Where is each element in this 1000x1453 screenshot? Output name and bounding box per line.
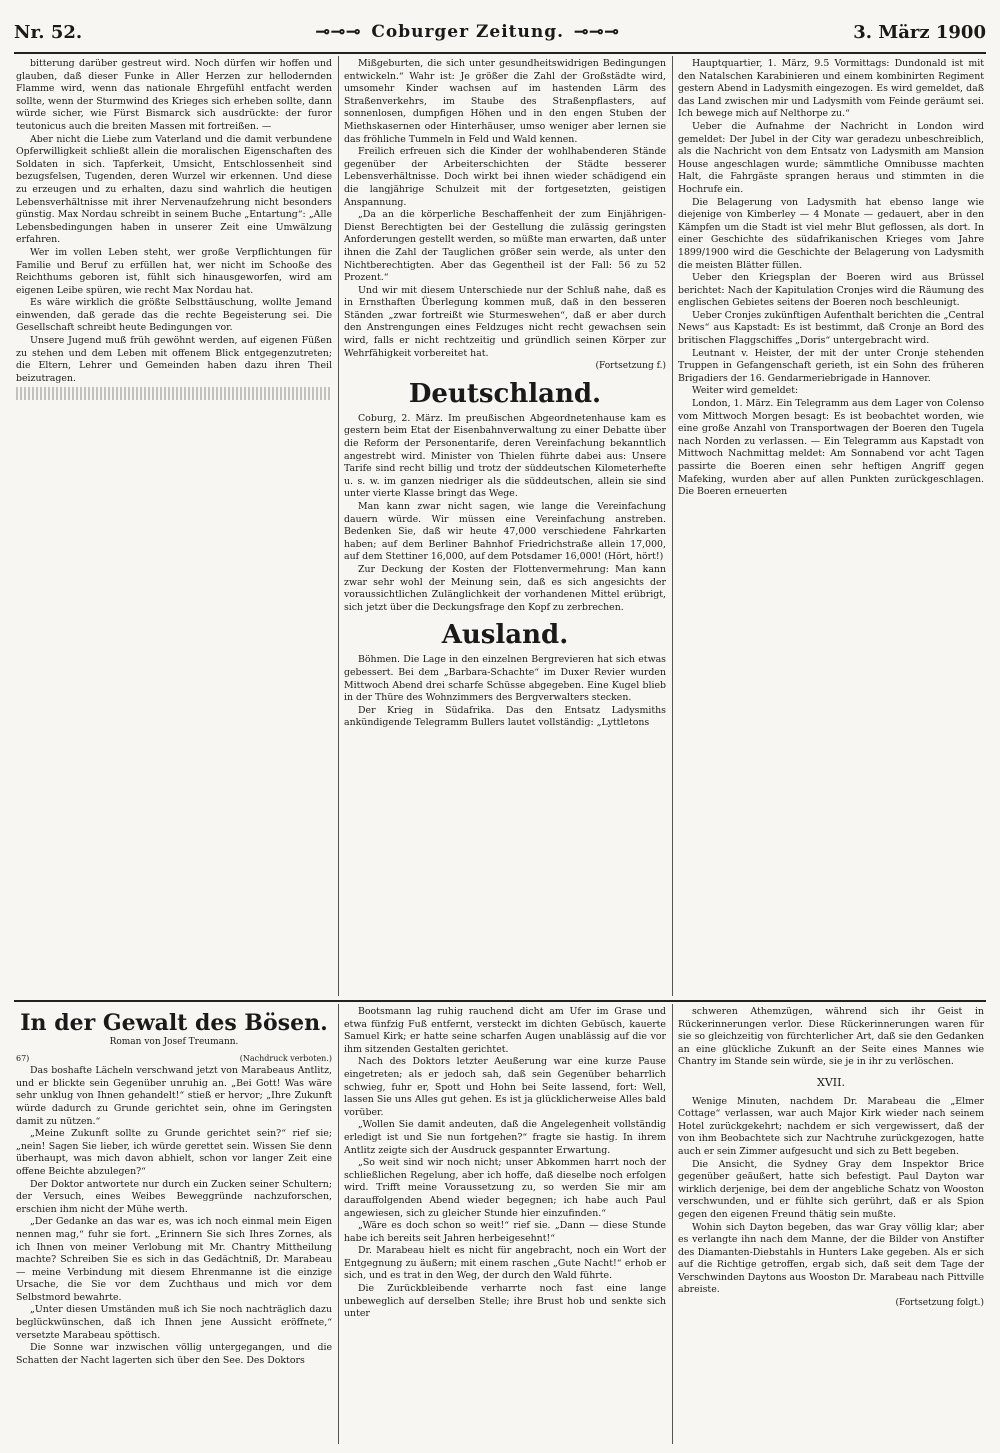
serial-author: Roman von Josef Treumann. (109, 1037, 239, 1047)
paragraph: Hauptquartier, 1. März, 9.5 Vormittags: Dundonald ist mit den Natalschen Karabinieren und einem kombinirten Regiment gestern Abend in Ladysmith eingezogen. Es wird gemeldet, daß das Land zwischen mir und Ladysmith vom Feinde geräumt sei. Ich bewege mich auf Nelthorpe zu.“ (678, 58, 984, 120)
paragraph: „Wäre es doch schon so weit!“ rief sie. „Dann — diese Stunde habe ich bereits seit Jahren herbeigesehnt!“ (344, 1220, 666, 1244)
paragraph: Der Krieg in Südafrika. Das den Entsatz Ladysmiths ankündigende Telegramm Bullers lautet vollständig: „Lyttletons (344, 704, 666, 729)
paragraph: Ueber die Aufnahme der Nachricht in London wird gemeldet: Der Jubel in der City war geradezu unbeschreiblich, als die Nachricht von dem Entsatz von Ladysmith am Mansion House angeschlagen wurde; sämmtliche Omnibusse machten Halt, die Fahrgäste sprangen heraus und stimmten in die Hochrufe ein. (678, 120, 984, 195)
article-column-3 (678, 58, 984, 994)
feuilleton-rule (14, 1000, 986, 1002)
chapter-number: XVII. (817, 1075, 845, 1089)
masthead-rule (14, 52, 986, 54)
paragraph: Dr. Marabeau hielt es nicht für angebracht, noch ein Wort der Entgegnung zu äußern; mit einem raschen „Gute Nacht!“ erhob er sich, und es trat in den Weg, der durch den Wald führte. (344, 1245, 666, 1282)
continuation-note: (Fortsetzung folgt.) (895, 1298, 984, 1309)
paragraph: Coburg, 2. März. Im preußischen Abgeordnetenhause kam es gestern beim Etat der Eisenbahnverwaltung zu einer Debatte über die Reform der Personentarife, deren Vereinfachung bekanntlich angestrebt wird. Minister von Thielen führte dabei aus: Unsere Tarife sind recht billig und trotz der süddeutschen Kilometerhefte u. s. w. im ganzen niedriger als die süddeutschen, allein sie sind unter vierte Klasse bringt das Wege. (344, 412, 666, 500)
paragraph: Man kann zwar nicht sagen, wie lange die Vereinfachung dauern würde. Wir müssen eine Vereinfachung anstreben. Bedenken Sie, daß wir heute 47,000 verschiedene Fahrkarten haben; auf dem Berliner Bahnhof Friedrichstraße allein 17,000, auf dem Stettiner 16,000, auf dem Potsdamer 16,000! (Hört, hört!) (344, 501, 666, 563)
paragraph: Das boshafte Lächeln verschwand jetzt von Marabeaus Antlitz, und er blickte sein Gegenüber unruhig an. „Bei Gott! Was wäre sehr unklug von Ihnen gehandelt!“ stieß er hervor; „Ihre Zukunft würde dadurch zu Grunde gerichtet sein, ohne im Geringsten damit zu nützen.“ (16, 1065, 332, 1127)
serial-column-3 (678, 1006, 984, 1444)
column-divider (672, 56, 673, 996)
paper-title-text: Coburger Zeitung. (371, 22, 565, 42)
paragraph: bitterung darüber gestreut wird. Noch dürfen wir hoffen und glauben, daß dieser Funke in Aller Herzen zur hellodernden Flamme wird, wenn das nationale Ehrgefühl entfacht werden sollte, wenn der Sturmwind des Krieges sich erheben sollte, dann würde sicher, wie Fürst Bismarck sich ausdrückte: der furor teutonicus auch die breiten Massen mit fortreißen. — (16, 58, 332, 132)
paragraph: Wer im vollen Leben steht, wer große Verpflichtungen für Familie und Beruf zu erfüllen hat, wer nicht im Schooße des Reichthums geboren ist, fühlt sich hinausgeworfen, wird am eigenen Leibe spüren, wie recht Max Nordau hat. (16, 246, 332, 296)
paragraph: Und wir mit diesem Unterschiede nur der Schluß nahe, daß es in Ernsthaften Überlegung kommen muß, daß in den besseren Ständen „zwar fortreißt wie Sturmeswehen“, daß er aber durch den Anstrengungen eines Feldzuges nicht recht gewachsen sein wird, falls er nicht rechtzeitig und gründlich seinen Körper zur Wehrfähigkeit vorbereitet hat. (344, 284, 666, 359)
section-heading-deutschland: Deutschland. (408, 378, 602, 409)
masthead-ornament-right-icon: ⊸⊸⊸ (574, 22, 620, 42)
paper-title (316, 22, 620, 42)
paragraph: Weiter wird gemeldet: (692, 385, 799, 397)
paragraph: „Da an die körperliche Beschaffenheit der zum Einjährigen-Dienst Berechtigten bei der Gestellung die zulässig geringsten Anforderungen gestellt werden, so müßte man erwarten, daß unter ihnen die Zahl der Tauglichen größer sein werde, als unter den Nichtberechtigten. Aber das Gegentheil ist der Fall: 56 zu 52 Prozent.“ (344, 209, 666, 284)
article-column-1 (16, 58, 332, 994)
paragraph: Wohin sich Dayton begeben, das war Gray völlig klar; aber es verlangte ihn nach dem Manne, der die Bilder von Anstifter des Diamanten-Diebstahls in Hunters Lake gegeben. Als er sich auf die Richtige getroffen, ergab sich, daß seit dem Tage der Verschwinden Daytons aus Wooston Dr. Marabeau nach Pittville abreiste. (678, 1221, 984, 1296)
paragraph: „Wollen Sie damit andeuten, daß die Angelegenheit vollständig erledigt ist und Sie nun fortgehen?“ fragte sie hastig. In ihrem Antlitz zeigte sich der Ausdruck gespannter Erwartung. (344, 1119, 666, 1156)
paragraph: „Meine Zukunft sollte zu Grunde gerichtet sein?“ rief sie; „nein! Sagen Sie lieber, ich würde gerettet sein. Wissen Sie denn überhaupt, was mich davon abhielt, schon vor langer Zeit eine offene Beichte abzulegen?“ (16, 1128, 332, 1177)
paragraph: Unsere Jugend muß früh gewöhnt werden, auf eigenen Füßen zu stehen und dem Leben mit offenem Blick entgegenzutreten; die Eltern, Lehrer und Gemeinden haben dazu ihren Theil beizutragen. (16, 335, 332, 384)
paragraph: Aber nicht die Liebe zum Vaterland und die damit verbundene Opferwilligkeit schließt allein die moralischen Eigenschaften des Soldaten in sich. Tapferkeit, Umsicht, Entschlossenheit sind bezugsfelsen, Tugenden, deren Wurzel wir erkennen. Und diese zu erzeugen und zu erhalten, dazu sind wahrlich die heutigen Lebensverhältnisse mit ihrer Nervenaufzehrung nicht besonders günstig. Max Nordau schreibt in seinem Buche „Entartung“: „Alle Lebensbedingungen haben in unserer Zeit eine Umwälzung erfahren. (16, 133, 332, 246)
paragraph: „Der Gedanke an das war es, was ich noch einmal mein Eigen nennen mag,“ fuhr sie fort. „Erinnern Sie sich Ihres Zornes, als ich Ihnen von meiner Verlobung mit Mr. Chantry Mittheilung machte? Schreiben Sie es sich in das Gedächtniß, Dr. Marabeau — meine Verbindung mit diesem Ehrenmanne ist die einzige Ursache, die Sie vor dem Zuchthaus und mich vor dem Selbstmord bewahrte. (16, 1216, 332, 1303)
paragraph: schweren Athemzügen, während sich ihr Geist in Rückerinnerungen verlor. Diese Rückerinnerungen waren für sie so gleichzeitig von fürchterlicher Art, daß sie den Gedanken an eine glückliche Zukunft an der Seite eines Mannes wie Chantry im Stande sein würde, sie je in ihr zu verlöschen. (678, 1006, 984, 1068)
column-divider (338, 1004, 339, 1444)
paragraph: Die Sonne war inzwischen völlig untergegangen, und die Schatten der Nacht lagerten sich über den See. Des Doktors (16, 1342, 332, 1366)
article-column-2 (344, 58, 666, 994)
illegible-text (16, 387, 332, 400)
paragraph: Nach des Doktors letzter Aeußerung war eine kurze Pause eingetreten; als er jedoch sah, daß sein Gegenüber beharrlich schwieg, fuhr er, Spott und Hohn bei Seite lassend, fort: Well, lassen Sie uns Alles gut gehen. Es ist ja glücklicherweise Alles bald vorüber. (344, 1056, 666, 1118)
paragraph: Ueber Cronjes zukünftigen Aufenthalt berichten die „Central News“ aus Kapstadt: Es ist bestimmt, daß Cronje an Bord des britischen Flaggschiffes „Doris“ untergebracht wird. (678, 309, 984, 347)
issue-number: Nr. 52. (14, 21, 83, 43)
reprint-note: (Nachdruck verboten.) (239, 1053, 332, 1063)
paragraph: „Unter diesen Umständen muß ich Sie noch nachträglich dazu beglückwünschen, daß ich Ihnen jene Aussicht eröffnete,“ versetzte Marabeau spöttisch. (16, 1304, 332, 1341)
masthead-ornament-left-icon: ⊸⊸⊸ (315, 22, 362, 42)
column-divider (338, 56, 339, 996)
paragraph: Die Ansicht, die Sydney Gray dem Inspektor Brice gegenüber geäußert, hatte sich befestigt. Paul Dayton war wirklich derjenige, bei dem der angebliche Schatz von Wooston verschwunden, und er fühlte sich gerührt, daß er als Spion gegen den eigenen Freund thätig sein mußte. (678, 1158, 984, 1220)
paragraph: Wenige Minuten, nachdem Dr. Marabeau die „Elmer Cottage“ verlassen, war auch Major Kirk wieder nach seinem Hotel zurückgekehrt; nachdem er sich vergewissert, daß der von ihm Beobachtete sich zur Nachtruhe zurückgezogen, hatte auch er sein Zimmer aufgesucht und sich zu Bett begeben. (678, 1095, 984, 1157)
serial-column-1 (16, 1006, 332, 1444)
paragraph: „So weit sind wir noch nicht; unser Abkommen harrt noch der schließlichen Regelung, aber ich hoffe, daß dieselbe noch erfolgen wird. Trifft meine Voraussetzung zu, so werden Sie mir am darauffolgenden Abend wieder begegnen; ich habe auch Paul angewiesen, sich zu gleicher Stunde hier einzufinden.“ (344, 1157, 666, 1219)
paragraph: Böhmen. Die Lage in den einzelnen Bergrevieren hat sich etwas gebessert. Bei dem „Barbara-Schachte“ im Duxer Revier wurden Mittwoch Abend drei scharfe Schüsse abgegeben. Eine Kugel blieb in der Thüre des Wohnzimmers des Bergverwalters stecken. (344, 654, 666, 704)
serial-meta (16, 1053, 332, 1066)
paragraph: London, 1. März. Ein Telegramm aus dem Lager von Colenso vom Mittwoch Morgen besagt: Es ist beobachtet worden, wie eine große Anzahl von Transportwagen der Boeren den Tugela nach Norden zu verlassen. — Ein Telegramm aus Kapstadt von Mittwoch Nachmittag meldet: Am Sonnabend vor acht Tagen passirte die Boeren einen sehr heftigen Angriff gegen Mafeking, wurden aber auf allen Punkten zurückgeschlagen. Die Boeren erneuerten (678, 398, 984, 498)
serial-column-2 (344, 1006, 666, 1444)
serial-title: In der Gewalt des Bösen. (20, 1010, 328, 1036)
paragraph: Der Doktor antwortete nur durch ein Zucken seiner Schultern; der Versuch, eines Weibes Beweggründe nachzuforschen, erschien ihm nicht der Mühe werth. (16, 1178, 332, 1215)
section-heading-ausland: Ausland. (441, 620, 569, 651)
column-divider (672, 1004, 673, 1444)
paragraph: Ueber den Kriegsplan der Boeren wird aus Brüssel berichtet: Nach der Kapitulation Cronjes wird die Räumung des englischen Gebietes seitens der Boeren noch beschleunigt. (678, 272, 984, 309)
masthead (14, 14, 986, 50)
paragraph: Leutnant v. Heister, der mit der unter Cronje stehenden Truppen in Gefangenschaft gerieth, ist ein Sohn des früheren Brigadiers der 16. Gendarmeriebrigade in Hannover. (678, 347, 984, 384)
paragraph: Mißgeburten, die sich unter gesundheitswidrigen Bedingungen entwickeln.“ Wahr ist: Je größer die Zahl der Großstädte wird, umsomehr Kinder wachsen auf im hastenden Lärm des Straßenverkehrs, im Staube des Straßenpflasters, auf sonnenlosen, dumpfigen Höhen und in den engen Stuben der Miethskasernen oder Hinterhäuser, umso weniger aber lernen sie das fröhliche Tummeln in Feld und Wald kennen. (344, 58, 666, 145)
paragraph: Die Zurückbleibende verharrte noch fast eine lange unbeweglich auf derselben Stelle; ihre Brust hob und senkte sich unter (344, 1283, 666, 1320)
continuation-note: (Fortsetzung f.) (595, 361, 666, 372)
paragraph: Zur Deckung der Kosten der Flottenvermehrung: Man kann zwar sehr wohl der Meinung sein, daß es sich angesichts der voraussichtlichen Zulänglichkeit der vorhandenen Mittel erübrigt, sich jetzt über die Deckungsfrage den Kopf zu zerbrechen. (344, 563, 666, 613)
paragraph: Freilich erfreuen sich die Kinder der wohlhabenderen Stände gegenüber der Arbeiterschichten der Städte besserer Lebensverhältnisse. Doch wirkt bei ihnen wieder schädigend ein die langjährige Schulzeit mit der fortgesetzten, geistigen Anspannung. (344, 146, 666, 208)
paragraph: Bootsmann lag ruhig rauchend dicht am Ufer im Grase und etwa fünfzig Fuß entfernt, versteckt im dichten Gebüsch, kauerte Samuel Kirk; er hatte seine scharfen Augen unablässig auf die vor ihm sitzenden Gestalten gerichtet. (344, 1006, 666, 1055)
paragraph: Die Belagerung von Ladysmith hat ebenso lange wie diejenige von Kimberley — 4 Monate — gedauert, aber in den Kämpfen um die Stadt ist viel mehr Blut geflossen, als dort. In einer Geschichte des südafrikanischen Krieges vom Jahre 1899/1900 wird die Geschichte der Belagerung von Ladysmith die meisten Blätter füllen. (678, 196, 984, 271)
paragraph: Es wäre wirklich die größte Selbsttäuschung, wollte Jemand einwenden, daß gerade das die rechte Begeisterung sei. Die Gesellschaft schreibt heute Bedingungen vor. (16, 297, 332, 334)
instalment-number: 67) (16, 1053, 30, 1063)
issue-date: 3. März 1900 (853, 21, 986, 43)
